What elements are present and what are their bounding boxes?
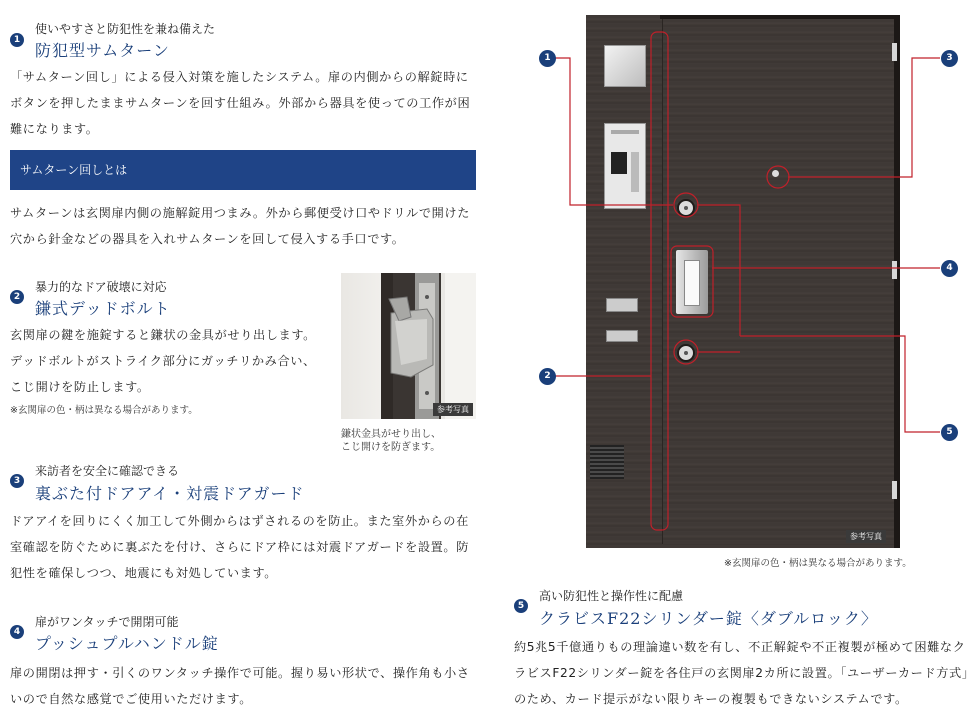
callout-ring-upper-lock <box>674 193 698 217</box>
thumbturn-body: サムターンは玄関扉内側の施解錠用つまみ。外から郵便受け口やドリルで開けた穴から針金などの器具を入れサムターンを回して侵入する手口です。 <box>10 206 470 246</box>
feature-3-body: ドアアイを回りにくく加工して外側からはずされるのを防止。また室外からの在室確認を防ぐために裏ぶたを付け、さらにドア枠には対震ドアガードを設置。防犯性を確保しつつ、地震にも対処しています。 <box>10 514 470 580</box>
feature-1-subtitle: 使いやすさと防犯性を兼ね備えた <box>35 22 216 36</box>
feature-2-badge: 2 <box>10 290 24 304</box>
feature-5-subtitle: 高い防犯性と操作性に配慮 <box>539 589 684 603</box>
callout-ring-lower-lock <box>674 340 698 364</box>
callout-line-3 <box>788 58 940 177</box>
door-note: ※玄関扉の色・柄は異なる場合があります。 <box>724 558 912 569</box>
callout-badge-2: 2 <box>539 368 556 385</box>
callout-line-1 <box>554 58 673 205</box>
photo-reference-tag: 参考写真 <box>433 403 473 416</box>
feature-2-note: ※玄関扉の色・柄は異なる場合があります。 <box>10 405 198 416</box>
feature-3-subtitle: 来訪者を安全に確認できる <box>35 464 180 478</box>
feature-5-badge: 5 <box>514 599 528 613</box>
door-reference-tag: 参考写真 <box>846 530 886 543</box>
feature-1-badge: 1 <box>10 33 24 47</box>
callout-ring-3 <box>767 166 789 188</box>
callout-badge-1: 1 <box>539 50 556 67</box>
feature-3-title: 裏ぶた付ドアアイ・対震ドアガード <box>35 484 305 503</box>
feature-1-title: 防犯型サムターン <box>35 41 170 60</box>
feature-4-body: 扉の開閉は押す・引くのワンタッチ操作で可能。握り易い形状で、操作角も小さいので自然な感覚でご使用いただけます。 <box>10 666 470 706</box>
feature-4-title: プッシュプルハンドル錠 <box>35 634 219 653</box>
photo-caption-line1: 鎌状金具がせり出し、 <box>341 429 441 440</box>
photo-caption-line2: こじ開けを防ぎます。 <box>341 442 441 453</box>
callout-badge-4: 4 <box>941 260 958 277</box>
feature-5-body: 約5兆5千億通りもの理論違い数を有し、不正解錠や不正複製が極めて困難なクラビスF22シリンダー錠を各住戸の玄関扉2カ所に設置。「ユーザーカード方式」のため、カード提示がない限りキーの複製もできないシステムです。 <box>514 640 969 706</box>
callout-badge-5: 5 <box>941 424 958 441</box>
feature-5-title: クラビスF22シリンダー錠〈ダブルロック〉 <box>539 609 878 628</box>
feature-2-body: 玄関扉の鍵を施錠すると鎌状の金具がせり出します。デッドボルトがストライク部分にガッチリかみ合い、こじ開けを防止します。 <box>10 328 316 394</box>
feature-4-badge: 4 <box>10 625 24 639</box>
feature-2-title: 鎌式デッドボルト <box>35 299 171 318</box>
callout-line-5-upper <box>697 205 740 336</box>
callout-frame-4 <box>671 246 713 317</box>
callout-line-5 <box>740 336 940 432</box>
feature-3-badge: 3 <box>10 474 24 488</box>
callout-frame-2 <box>651 32 668 530</box>
feature-1-body: 「サムターン回し」による侵入対策を施したシステム。扉の内側からの解錠時にボタンを押したままサムターンを回す仕組み。外部から器具を使っての工作が困難になります。 <box>10 70 471 136</box>
feature-2-subtitle: 暴力的なドア破壊に対応 <box>35 280 167 294</box>
callout-badge-3: 3 <box>941 50 958 67</box>
thumbturn-heading-bar: サムターン回しとは <box>10 150 476 190</box>
feature-4-subtitle: 扉がワンタッチで開閉可能 <box>35 615 179 629</box>
